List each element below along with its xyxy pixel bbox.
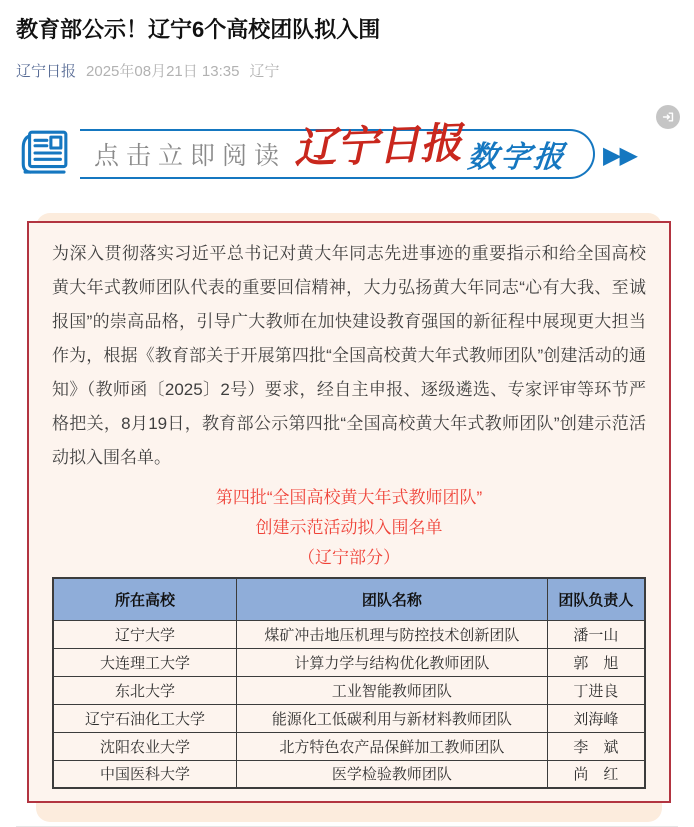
- table-row: [53, 760, 645, 788]
- digital-newspaper-banner[interactable]: [16, 105, 678, 197]
- cell-leader: 郭 旭: [547, 648, 645, 676]
- cell-leader: 潘一山: [547, 620, 645, 648]
- double-play-arrows-icon: ▶▶: [603, 141, 636, 169]
- banner-prompt-text: 点击立即阅读: [94, 142, 287, 170]
- page-title: 教育部公示！辽宁6个高校团队拟入围: [16, 17, 381, 42]
- table-row: [53, 620, 645, 648]
- publish-location: 辽宁: [249, 63, 280, 80]
- open-original-button[interactable]: [656, 105, 680, 129]
- cell-team: 工业智能教师团队: [237, 676, 548, 704]
- brand-calligraphy-text: 辽宁日报: [293, 121, 463, 173]
- article-meta: [16, 60, 678, 81]
- source-account-link[interactable]: 辽宁日报: [16, 63, 77, 80]
- cell-leader: 尚 红: [547, 760, 645, 788]
- cell-team: 北方特色农产品保鲜加工教师团队: [237, 732, 548, 760]
- cell-leader: 李 斌: [547, 732, 645, 760]
- list-heading-line1: 第四批“全国高校黄大年式教师团队”: [215, 488, 483, 507]
- cell-leader: 刘海峰: [547, 704, 645, 732]
- table-row: [53, 704, 645, 732]
- cell-team: 能源化工低碳利用与新材料教师团队: [237, 704, 548, 732]
- cell-school: 大连理工大学: [53, 648, 237, 676]
- publish-datetime: 2025年08月21日 13:35: [86, 63, 240, 80]
- list-heading-line2: 创建示范活动拟入围名单: [255, 518, 443, 537]
- cell-team: 计算力学与结构优化教师团队: [237, 648, 548, 676]
- cell-school: 东北大学: [53, 676, 237, 704]
- list-heading: [52, 483, 646, 573]
- brand-suffix-text: 数字报: [465, 141, 569, 174]
- table-row: [53, 648, 645, 676]
- teams-table: [52, 577, 646, 789]
- cell-team: 煤矿冲击地压机理与防控技术创新团队: [237, 620, 548, 648]
- list-heading-line3: （辽宁部分）: [298, 548, 400, 567]
- article-paragraph: 为深入贯彻落实习近平总书记对黄大年同志先进事迹的重要指示和给全国高校黄大年式教师团队代表的重要回信精神，大力弘扬黄大年同志“心有大我、至诚报国”的崇高品格，引导广大教师在加快建设教育强国的新征程中展现更大担当作为，根据《教育部关于开展第四批“全国高校黄大年式教师团队”创建活动的通知》（教师函〔2025〕2号）要求，经自主申报、逐级遴选、专家评审等环节严格把关，8月19日，教育部公示第四批“全国高校黄大年式教师团队”创建示范活动拟入围名单。: [52, 244, 646, 467]
- cell-school: 辽宁石油化工大学: [53, 704, 237, 732]
- highlight-card: [36, 213, 662, 822]
- cell-leader: 丁进良: [547, 676, 645, 704]
- header-school: 所在高校: [53, 578, 237, 620]
- enter-arrow-icon: [661, 110, 675, 124]
- table-row: [53, 676, 645, 704]
- header-team: 团队名称: [237, 578, 548, 620]
- table-header-row: [53, 578, 645, 620]
- newspaper-icon: [16, 124, 74, 182]
- banner-pill: [80, 121, 595, 179]
- red-bordered-box: [27, 221, 671, 803]
- cell-school: 辽宁大学: [53, 620, 237, 648]
- cell-school: 中国医科大学: [53, 760, 237, 788]
- table-row: [53, 732, 645, 760]
- cell-school: 沈阳农业大学: [53, 732, 237, 760]
- header-leader: 团队负责人: [547, 578, 645, 620]
- cell-team: 医学检验教师团队: [237, 760, 548, 788]
